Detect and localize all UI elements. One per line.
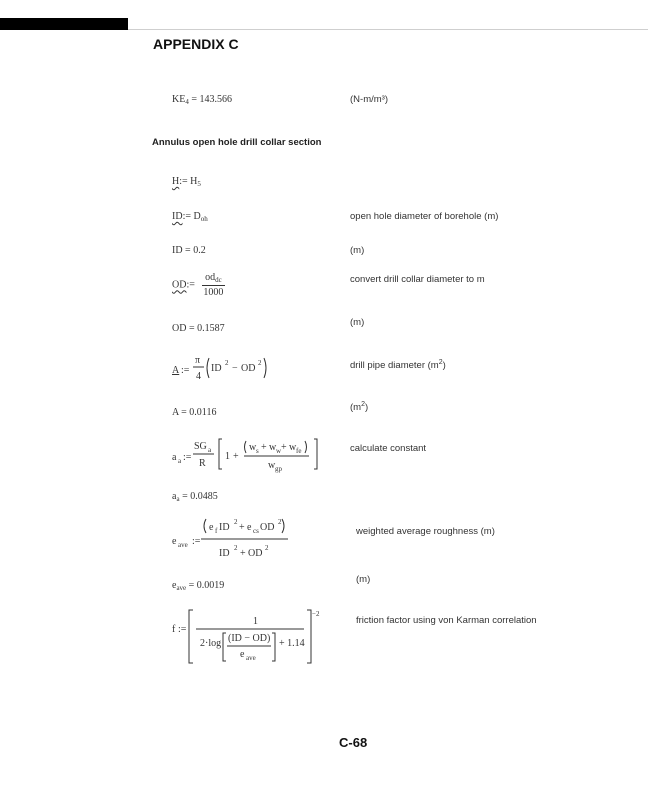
constant-description: calculate constant [350,443,427,454]
svg-text::=: := [178,624,187,635]
od-fraction: $\frac{od_{dc}}{1000}$ [203,272,224,298]
id-unit: (m) [350,245,365,256]
svg-text:+: + [281,442,287,453]
svg-text:+: + [239,522,245,533]
id-description: open hole diameter of borehole (m) [350,211,499,222]
svg-text:2: 2 [234,544,238,552]
svg-text:cs: cs [253,527,259,535]
svg-text:OD: OD [248,548,263,559]
svg-text:e: e [240,649,245,660]
svg-text:w: w [268,460,276,471]
header-bar [0,18,128,30]
svg-text:w: w [276,447,282,455]
friction-description: friction factor using von Karman correlation [356,615,537,626]
area-value: A = 0.0116 [172,407,217,418]
svg-text:OD: OD [260,522,275,533]
area-unit: $(m^2)$ [350,401,369,413]
svg-text:w: w [269,442,277,453]
od-description: convert drill collar diameter to m [350,274,485,285]
svg-text:a: a [172,452,177,463]
constant-formula [168,433,328,475]
svg-text:2: 2 [278,518,282,526]
svg-text:e: e [172,536,177,547]
roughness-unit: (m) [356,574,371,585]
svg-text:w: w [289,442,297,453]
svg-text:f: f [172,624,176,635]
svg-text::=: := [181,365,190,376]
svg-text:f: f [215,527,218,535]
od-assignment: OD:= $\frac{od_{dc}}{1000}$ [172,272,229,298]
svg-text:ID: ID [211,363,222,374]
appendix-title: APPENDIX C [153,36,239,52]
svg-text:2: 2 [265,544,269,552]
svg-text:π: π [195,355,201,366]
svg-text:2·log: 2·log [200,638,222,649]
h-assignment: H:= $H_5$ [172,176,201,188]
svg-text::=: := [183,452,192,463]
svg-text:ID: ID [219,548,230,559]
ke4-unit: (N-m/m³) [350,94,388,105]
svg-text:1: 1 [253,616,258,627]
svg-text:+: + [233,451,239,462]
svg-text:w: w [249,442,257,453]
svg-text:2: 2 [234,518,238,526]
constant-value: $a_a = 0.0485$ [172,491,218,503]
svg-text:2: 2 [225,359,229,367]
svg-text:s: s [256,447,259,455]
svg-text:1: 1 [225,451,230,462]
friction-formula [168,606,328,668]
svg-text:4: 4 [196,371,201,382]
area-formula [168,352,278,386]
id-assignment: ID:= $D_{oh}$ [172,211,208,223]
svg-text::=: := [192,536,201,547]
svg-text:+: + [261,442,267,453]
section-heading: Annulus open hole drill collar section [152,137,322,148]
svg-text:a: a [178,457,182,465]
svg-text:+ 1.14: + 1.14 [279,638,305,649]
svg-text:−2: −2 [312,610,320,618]
svg-text:OD: OD [241,363,256,374]
roughness-value: $e_{ave} = 0.0019$ [172,580,225,592]
od-value: OD = 0.1587 [172,323,225,334]
id-value: ID = 0.2 [172,245,206,256]
svg-text:ave: ave [246,654,256,662]
ke4-value: $KE_4 = 143.566$ [172,94,232,106]
roughness-formula [168,513,293,563]
svg-text:R: R [199,458,206,469]
svg-text:+: + [240,548,246,559]
header-rule [128,29,648,30]
svg-text:ID: ID [219,522,230,533]
svg-text:e: e [247,522,252,533]
svg-text:a: a [208,446,212,454]
area-description: drill pipe diameter $(m^2)$ [350,359,446,371]
svg-text:2: 2 [258,359,262,367]
svg-text:−: − [232,363,238,374]
svg-text:ave: ave [178,541,188,549]
page-number: C-68 [339,735,368,750]
svg-text:SG: SG [194,441,207,452]
svg-text:A: A [172,365,180,376]
svg-text:fe: fe [296,447,302,455]
svg-text:e: e [209,522,214,533]
svg-text:(ID − OD): (ID − OD) [228,633,271,644]
od-unit: (m) [350,317,365,328]
roughness-description: weighted average roughness (m) [356,526,495,537]
svg-text:gp: gp [275,465,282,473]
